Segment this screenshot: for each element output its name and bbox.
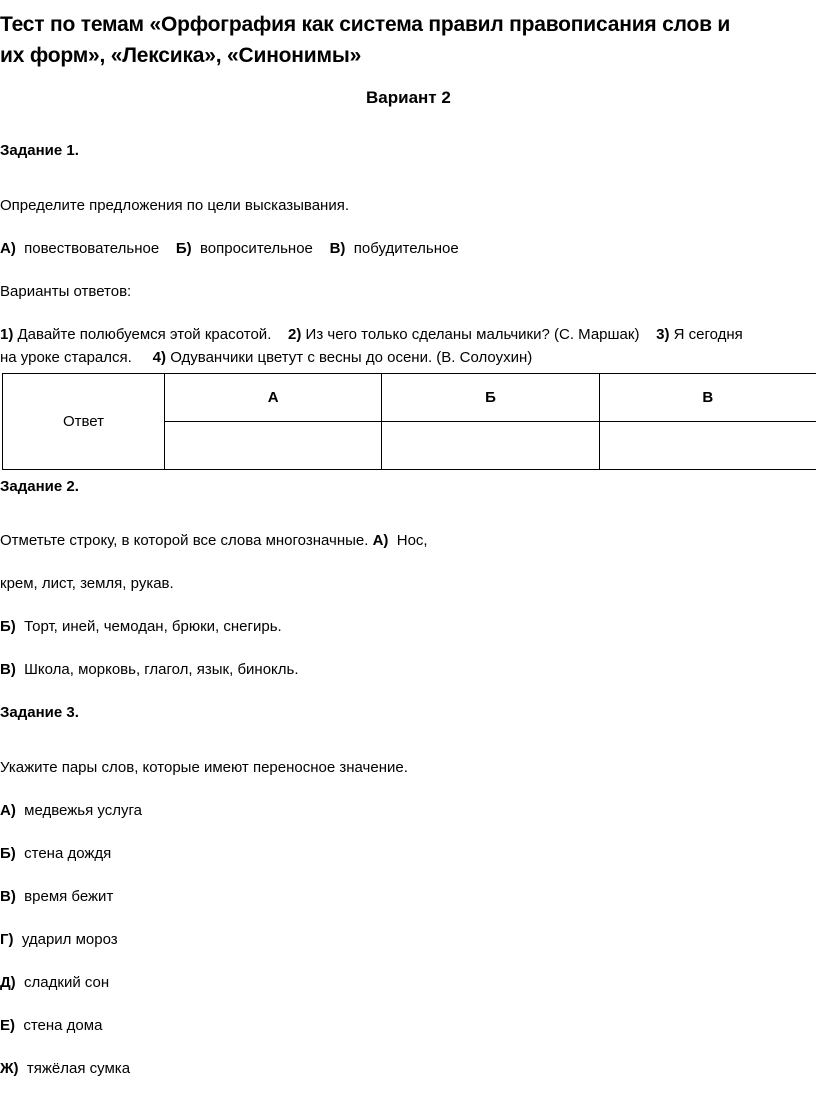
task-1-heading: Задание 1. — [0, 142, 79, 159]
option-text: ударил мороз — [21, 931, 118, 948]
task-3-option — [0, 1060, 130, 1077]
task-3-heading: Задание 3. — [0, 704, 79, 721]
sentence-number: 1) — [0, 326, 14, 343]
answer-column-header: А — [165, 374, 382, 422]
option-text: стена дома — [23, 1017, 103, 1034]
option-letter: В) — [0, 661, 16, 678]
option-text: тяжёлая сумка — [26, 1060, 131, 1077]
answer-table — [2, 373, 816, 470]
answer-column-header: В — [599, 374, 816, 422]
task-2-option-a-rest: крем, лист, земля, рукав. — [0, 575, 174, 592]
option-text: повествовательное — [24, 240, 160, 257]
answers-label: Варианты ответов: — [0, 283, 132, 300]
task-1-instruction: Определите предложения по цели высказывания. — [0, 197, 350, 214]
task-2-option-b — [0, 618, 282, 635]
sentence-text: Давайте полюбуемся этой красотой. — [17, 326, 272, 343]
sentence-number: 2) — [288, 326, 302, 343]
task-2-instruction: Отметьте строку, в которой все слова многозначные. — [0, 532, 369, 549]
task-3-option — [0, 802, 142, 819]
option-text: Школа, морковь, глагол, язык, бинокль. — [24, 661, 299, 678]
task-2-option-c — [0, 661, 299, 678]
option-text: сладкий сон — [24, 974, 110, 991]
option-letter: Е) — [0, 1017, 15, 1034]
option-letter: Б) — [175, 240, 192, 257]
sentence-number: 4) — [152, 349, 167, 366]
option-letter: В) — [329, 240, 346, 257]
option-letter: Б) — [0, 618, 16, 635]
option-text: побудительное — [353, 240, 459, 257]
task-1-options — [0, 240, 459, 257]
task-3-instruction: Укажите пары слов, которые имеют переносное значение. — [0, 759, 408, 776]
sentences-line-1 — [0, 326, 743, 343]
page-title-line-1: Тест по темам «Орфография как система правил правописания слов и — [0, 13, 731, 36]
option-text: медвежья услуга — [24, 802, 142, 819]
sentence-text: Одуванчики цветут с весны до осени. (В. Солоухин) — [170, 349, 533, 366]
answer-cell[interactable] — [165, 422, 382, 470]
option-letter: А) — [372, 532, 389, 549]
answer-column-header: Б — [382, 374, 599, 422]
option-letter: Г) — [0, 931, 14, 948]
option-letter: А) — [0, 240, 16, 257]
answer-cell[interactable] — [599, 422, 816, 470]
option-letter: А) — [0, 802, 16, 819]
option-letter: Ж) — [0, 1060, 19, 1077]
option-text: стена дождя — [24, 845, 112, 862]
page-title-line-2: их форм», «Лексика», «Синонимы» — [0, 44, 362, 67]
sentence-text: Я сегодня — [673, 326, 743, 343]
option-text: время бежит — [24, 888, 114, 905]
option-text: Торт, иней, чемодан, брюки, снегирь. — [24, 618, 282, 635]
task-3-option — [0, 931, 118, 948]
sentence-number: 3) — [656, 326, 670, 343]
option-letter: Д) — [0, 974, 16, 991]
option-text: вопросительное — [199, 240, 313, 257]
answer-cell[interactable] — [382, 422, 599, 470]
task-2-instruction-line — [0, 532, 428, 549]
sentence-text: Из чего только сделаны мальчики? (С. Маршак) — [305, 326, 640, 343]
option-letter: В) — [0, 888, 16, 905]
sentence-text: на уроке старался. — [0, 349, 132, 366]
variant-heading: Вариант 2 — [366, 88, 451, 107]
task-2-heading: Задание 2. — [0, 478, 79, 495]
sentences-line-2 — [0, 349, 532, 366]
option-letter: Б) — [0, 845, 16, 862]
answer-row-label: Ответ — [3, 374, 165, 470]
task-3-option — [0, 974, 109, 991]
option-text: Нос, — [396, 532, 428, 549]
task-3-option — [0, 888, 113, 905]
task-3-option — [0, 1017, 102, 1034]
task-3-option — [0, 845, 111, 862]
